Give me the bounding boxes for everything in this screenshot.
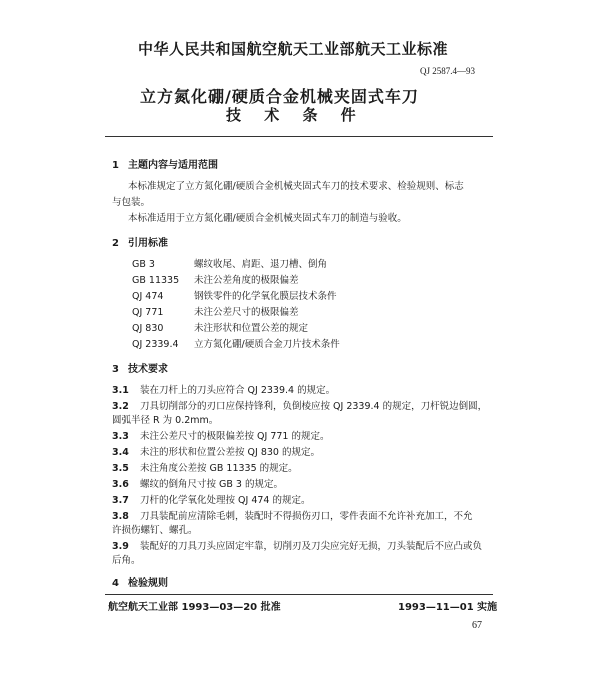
requirement-item — [112, 476, 283, 490]
reference-title: 未注公差角度的极限偏差 — [194, 275, 299, 286]
reference-code: GB 11335 — [132, 275, 180, 286]
section-title: 主题内容与适用范围 — [128, 160, 218, 171]
clause-text: 刀具装配前应清除毛刺，装配时不得损伤刃口，零件表面不允许补充加工，不允 — [140, 511, 473, 522]
section-title: 技术要求 — [128, 364, 168, 375]
clause-continuation: 圆弧半径 R 为 0.2mm。 — [112, 415, 219, 426]
document-subtitle: 技 术 条 件 — [226, 106, 365, 124]
reference-item — [132, 256, 327, 270]
clause-text: 未注公差尺寸的极限偏差按 QJ 771 的规定。 — [140, 431, 330, 442]
reference-title: 未注形状和位置公差的规定 — [194, 323, 309, 334]
clause-number: 3.9 — [112, 541, 129, 552]
reference-item — [132, 288, 337, 302]
footer-divider — [105, 594, 493, 595]
reference-title: 立方氮化硼/硬质合金刀片技术条件 — [194, 339, 340, 350]
requirement-item — [112, 428, 329, 442]
approval-date: 航空航天工业部 1993—03—20 批准 — [108, 602, 281, 613]
clause-text: 装配好的刀具刀头应固定牢靠，切削刃及刀尖应完好无损，刀头装配后不应凸或负 — [140, 541, 483, 552]
clause-number: 3.6 — [112, 479, 129, 490]
implementation-date: 1993—11—01 实施 — [398, 602, 498, 613]
paragraph: 与包装。 — [112, 197, 151, 208]
clause-number: 3.1 — [112, 385, 129, 396]
document-title: 立方氮化硼/硬质合金机械夹固式车刀 — [140, 87, 419, 106]
section-2-heading — [112, 234, 168, 249]
clause-number: 3.4 — [112, 447, 129, 458]
standard-code: QJ 2587.4—93 — [420, 66, 476, 76]
reference-item — [132, 336, 340, 350]
section-4-heading — [112, 574, 168, 589]
clause-number: 3.7 — [112, 495, 129, 506]
reference-title: 未注公差尺寸的极限偏差 — [194, 307, 299, 318]
reference-code: QJ 474 — [132, 291, 164, 302]
reference-code: QJ 830 — [132, 323, 164, 334]
clause-text: 装在刀杆上的刀头应符合 QJ 2339.4 的规定。 — [140, 385, 336, 396]
section-title: 检验规则 — [128, 578, 168, 589]
clause-text: 螺纹的倒角尺寸按 GB 3 的规定。 — [140, 479, 283, 490]
reference-title: 钢铁零件的化学氧化膜层技术条件 — [194, 291, 337, 302]
page-number: 67 — [472, 620, 482, 631]
clause-number: 3.2 — [112, 401, 129, 412]
clause-continuation: 许损伤螺钉、螺孔。 — [112, 525, 198, 536]
reference-item — [132, 272, 299, 286]
reference-item — [132, 304, 299, 318]
section-number: 3 — [112, 364, 119, 375]
clause-number: 3.5 — [112, 463, 129, 474]
clause-continuation: 后角。 — [112, 555, 141, 566]
clause-text: 未注的形状和位置公差按 QJ 830 的规定。 — [140, 447, 320, 458]
standard-header: 中华人民共和国航空航天工业部航天工业标准 — [138, 40, 449, 58]
requirement-item — [112, 492, 310, 506]
title-divider — [105, 136, 493, 137]
section-title: 引用标准 — [128, 238, 168, 249]
clause-text: 刀具切削部分的刃口应保持锋利，负倒棱应按 QJ 2339.4 的规定，刀杆锐边倒圆， — [140, 401, 488, 412]
clause-number: 3.3 — [112, 431, 129, 442]
section-number: 4 — [112, 578, 119, 589]
clause-text: 未注角度公差按 GB 11335 的规定。 — [140, 463, 298, 474]
requirement-item — [112, 538, 482, 552]
reference-code: QJ 2339.4 — [132, 339, 179, 350]
requirement-item — [112, 398, 487, 412]
section-1-heading — [112, 156, 218, 171]
paragraph: 本标准规定了立方氮化硼/硬质合金机械夹固式车刀的技术要求、检验规则、标志 — [128, 181, 464, 192]
clause-text: 刀杆的化学氧化处理按 QJ 474 的规定。 — [140, 495, 311, 506]
section-number: 1 — [112, 160, 119, 171]
section-number: 2 — [112, 238, 119, 249]
reference-title: 螺纹收尾、肩距、退刀槽、倒角 — [194, 259, 328, 270]
requirement-item — [112, 460, 298, 474]
section-3-heading — [112, 360, 168, 375]
requirement-item — [112, 382, 335, 396]
paragraph: 本标准适用于立方氮化硼/硬质合金机械夹固式车刀的制造与验收。 — [128, 213, 407, 224]
reference-code: QJ 771 — [132, 307, 164, 318]
reference-code: GB 3 — [132, 259, 155, 270]
requirement-item — [112, 508, 473, 522]
reference-item — [132, 320, 308, 334]
clause-number: 3.8 — [112, 511, 129, 522]
requirement-item — [112, 444, 320, 458]
